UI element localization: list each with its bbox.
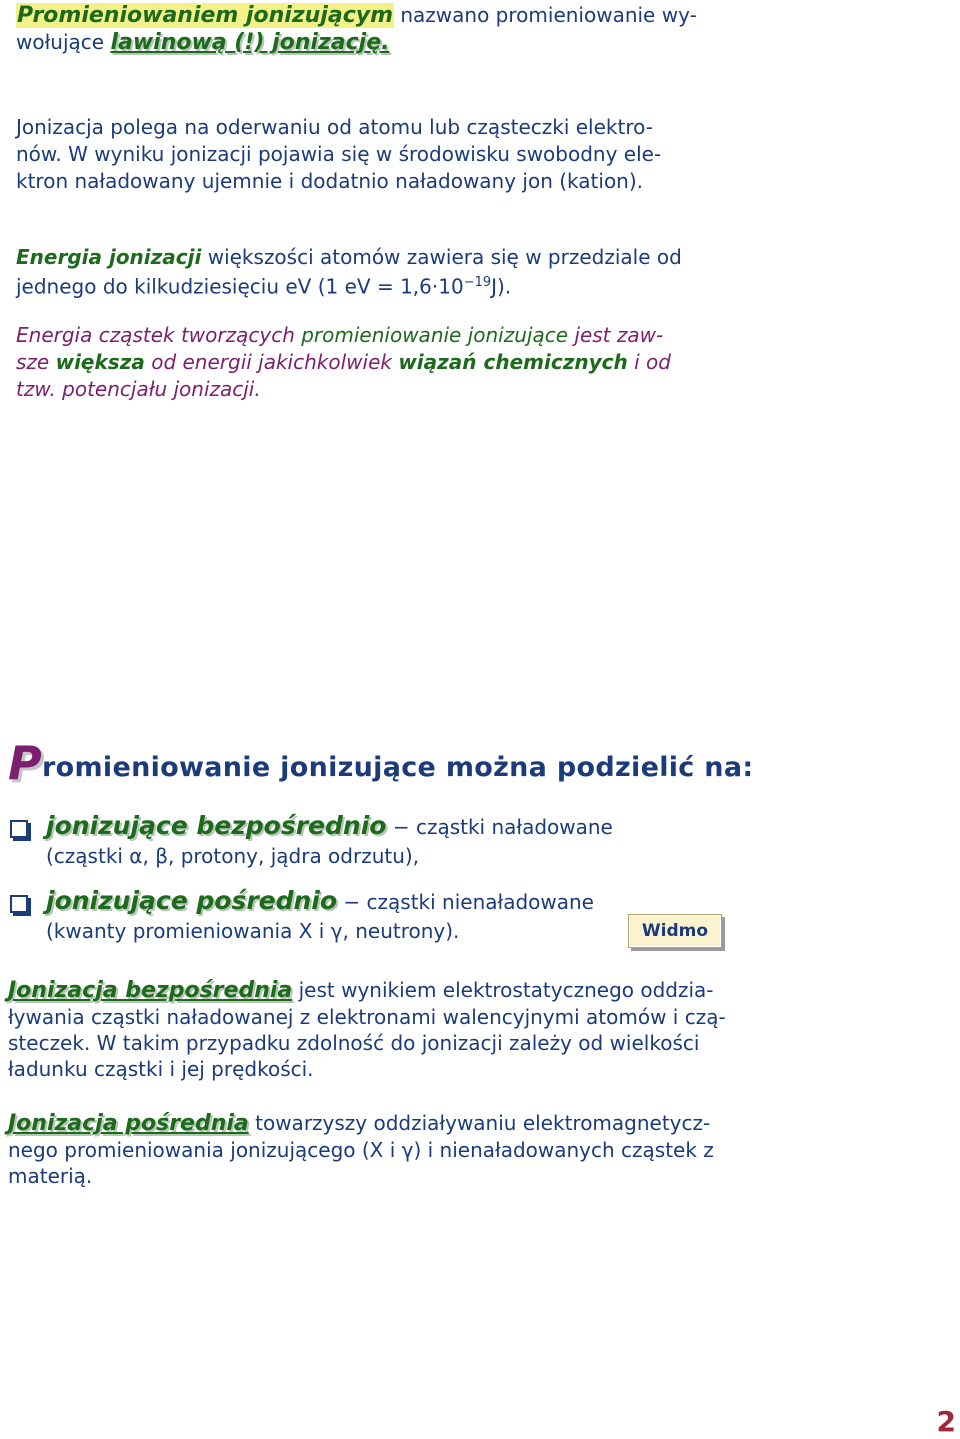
item-term: jonizujące pośrednio <box>46 886 338 915</box>
indirect-paragraph: Jonizacja pośrednia towarzyszy oddziaływaniu elektromagnetycz- nego promieniowania jonizującego (X i γ) i nienaładowanych cząstek z materią. <box>8 1111 714 1188</box>
energy-exponent: −19 <box>463 275 492 290</box>
particles-paragraph: Energia cząstek tworzących promieniowanie jonizujące jest zaw- sze większa od energii jakichkolwiek wiązań chemicznych i od tzw. potencjału jonizacji. <box>16 323 671 401</box>
direct-term: Jonizacja bezpośrednia <box>8 978 293 1003</box>
heading-initial: P <box>8 736 43 790</box>
indirect-term: Jonizacja pośrednia <box>8 1111 249 1136</box>
intro-emph: lawinową (!) jonizację. <box>110 30 390 55</box>
intro-term: Promieniowaniem jonizującym <box>17 3 394 28</box>
division-heading: Promieniowanie jonizujące można podzielić na: <box>8 736 754 790</box>
energy-term: Energia jonizacji <box>16 245 202 269</box>
list-item: jonizujące pośrednio − cząstki nienaładowane (kwanty promieniowania X i γ, neutrony). <box>46 886 594 943</box>
checkbox-icon <box>10 895 28 913</box>
page-number: 2 <box>936 1405 956 1438</box>
list-item: jonizujące bezpośrednio − cząstki naładowane (cząstki α, β, protony, jądra odrzutu), <box>46 811 613 868</box>
energy-paragraph: Energia jonizacji większości atomów zawiera się w przedziale od jednego do kilkudziesięciu eV (1 eV = $1,6\cdot 10^{-19}J$). <box>16 245 682 299</box>
checkbox-icon <box>10 820 28 838</box>
item-term: jonizujące bezpośrednio <box>46 811 387 840</box>
intro-line-2: wołujące lawinową (!) jonizację. <box>16 30 390 55</box>
intro-line-1: Promieniowaniem jonizującym nazwano promieniowanie wy- <box>17 3 697 28</box>
direct-paragraph: Jonizacja bezpośrednia jest wynikiem elektrostatycznego oddzia- ływania cząstki naładowanej z elektronami walencyjnymi atomów i czą- steczek. W takim przypadku zdolność do jonizacji zależy od wielkości ładunku cząstki i jej prędkości. <box>8 978 726 1081</box>
widmo-button[interactable]: Widmo <box>628 914 722 948</box>
definition-paragraph: Jonizacja polega na oderwaniu od atomu lub cząsteczki elektro- nów. W wyniku jonizacji pojawia się w środowisku swobodny ele- ktron naładowany ujemnie i dodatnio naładowany jon (kation). <box>16 115 662 193</box>
intro-paragraph <box>16 2 916 56</box>
